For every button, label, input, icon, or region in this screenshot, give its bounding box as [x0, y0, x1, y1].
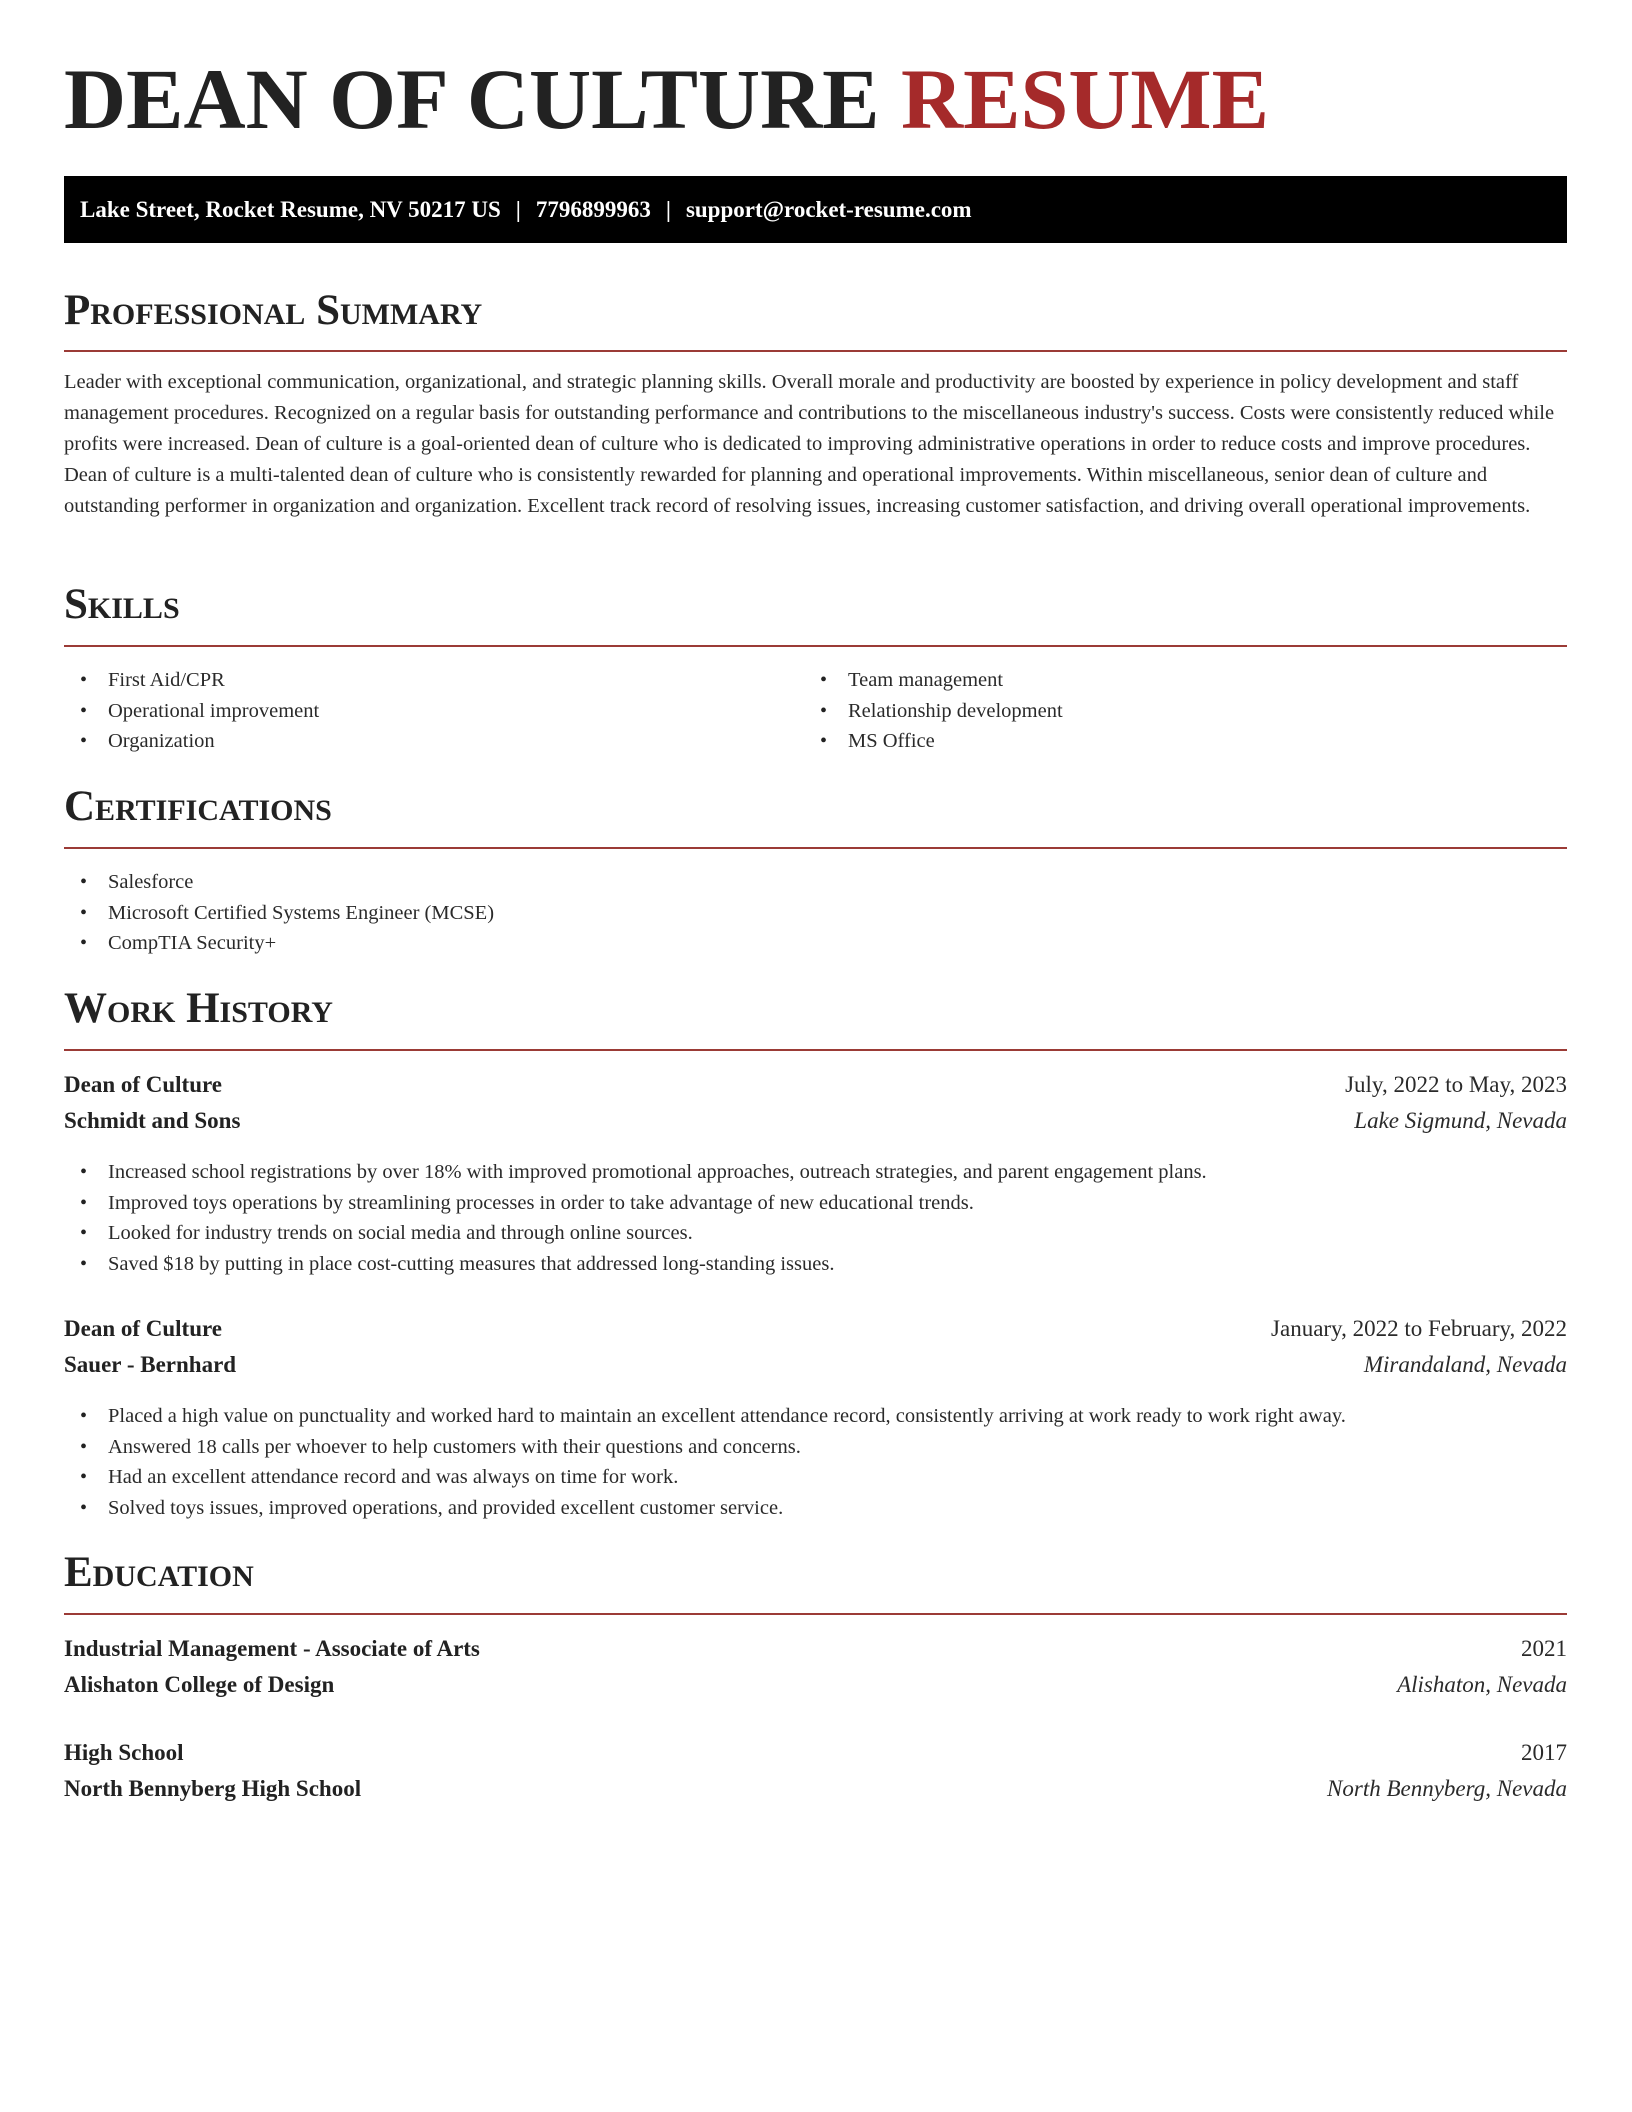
skill-item: • First Aid/CPR	[64, 665, 319, 696]
education-school-row	[64, 1776, 1567, 1802]
job-header	[64, 1316, 1567, 1342]
skill-item: • Operational improvement	[64, 696, 319, 727]
education-degree: High School	[64, 1740, 184, 1765]
contact-separator: |	[665, 196, 671, 222]
education-header	[64, 1740, 1567, 1766]
skill-item: • Relationship development	[804, 696, 1063, 727]
section-title-skills: Skills	[64, 581, 180, 628]
job-bullets	[64, 1401, 1346, 1523]
resume-title	[64, 51, 1269, 147]
contact-separator: |	[515, 196, 521, 222]
job-title: Dean of Culture	[64, 1316, 223, 1341]
job-employer	[64, 1352, 1567, 1378]
job-bullet: • Solved toys issues, improved operations, and provided excellent customer service.	[64, 1493, 1346, 1524]
contact-phone: 7796899963	[535, 196, 651, 222]
education-year: 2017	[1521, 1740, 1567, 1765]
skills-list-left	[64, 665, 319, 757]
skill-item: • MS Office	[804, 726, 1063, 757]
job-header	[64, 1072, 1567, 1098]
education-degree: Industrial Management - Associate of Arts	[64, 1636, 480, 1661]
job-dates: July, 2022 to May, 2023	[1345, 1072, 1567, 1097]
job-bullet: • Improved toys operations by streamlining processes in order to take advantage of new educational trends.	[64, 1188, 1207, 1219]
job-dates: January, 2022 to February, 2022	[1271, 1316, 1567, 1341]
education-year: 2021	[1521, 1636, 1567, 1661]
section-divider	[64, 645, 1567, 647]
skill-item: • Organization	[64, 726, 319, 757]
education-location: Alishaton, Nevada	[1397, 1672, 1567, 1697]
section-title-education: Education	[64, 1549, 254, 1596]
job-location: Mirandaland, Nevada	[1363, 1352, 1567, 1377]
job-bullet: • Placed a high value on punctuality and worked hard to maintain an excellent attendance record, consistently arriving at work ready to work right away.	[64, 1401, 1346, 1432]
contact-address: Lake Street, Rocket Resume, NV 50217 US	[80, 196, 501, 222]
job-bullet: • Increased school registrations by over 18% with improved promotional approaches, outreach strategies, and parent engagement plans.	[64, 1157, 1207, 1188]
job-bullet: • Had an excellent attendance record and was always on time for work.	[64, 1462, 1346, 1493]
job-title: Dean of Culture	[64, 1072, 223, 1097]
education-header	[64, 1636, 1567, 1662]
section-title-work-history: Work History	[64, 985, 333, 1032]
job-bullets	[64, 1157, 1207, 1279]
certification-item: • Microsoft Certified Systems Engineer (MCSE)	[64, 898, 494, 929]
section-divider	[64, 1049, 1567, 1051]
job-bullet: • Saved $18 by putting in place cost-cutting measures that addressed long-standing issues.	[64, 1249, 1207, 1280]
skills-list-right	[804, 665, 1063, 757]
skill-item: • Team management	[804, 665, 1063, 696]
certification-item: • CompTIA Security+	[64, 928, 494, 959]
job-location: Lake Sigmund, Nevada	[1354, 1108, 1567, 1133]
contact-email: support@rocket-resume.com	[685, 196, 972, 222]
job-company: Sauer - Bernhard	[64, 1352, 237, 1377]
contact-bar	[64, 176, 1567, 243]
job-bullet: • Answered 18 calls per whoever to help customers with their questions and concerns.	[64, 1432, 1346, 1463]
section-title-summary: Professional Summary	[64, 287, 483, 334]
certification-item: • Salesforce	[64, 867, 494, 898]
job-company: Schmidt and Sons	[64, 1108, 241, 1133]
education-school: North Bennyberg High School	[64, 1776, 362, 1801]
section-divider	[64, 350, 1567, 352]
resume-title-main: DEAN OF CULTURE	[64, 51, 880, 147]
summary-text: Leader with exceptional communication, organizational, and strategic planning skills. Overall morale and productivity are boosted by experience in policy development and staff management procedures. Recognized on a regular basis for outstanding performance and contributions to the miscellaneous industry's success. Costs were consistently reduced while profits were increased. Dean of culture is a goal-oriented dean of culture who is dedicated to improving administrative operations in order to reduce costs and improve procedures. Dean of culture is a multi-talented dean of culture who is consistently rewarded for planning and operational improvements. Within miscellaneous, senior dean of culture and outstanding performer in organization and organization. Excellent track record of resolving issues, increasing customer satisfaction, and driving overall operational improvements.	[64, 371, 1555, 517]
resume-title-accent: RESUME	[901, 51, 1269, 147]
section-title-certifications: Certifications	[64, 783, 332, 830]
education-school-row	[64, 1672, 1567, 1698]
education-location: North Bennyberg, Nevada	[1327, 1776, 1567, 1801]
certifications-list	[64, 867, 494, 959]
job-bullet: • Looked for industry trends on social media and through online sources.	[64, 1218, 1207, 1249]
education-school: Alishaton College of Design	[64, 1672, 335, 1697]
section-divider	[64, 847, 1567, 849]
job-employer	[64, 1108, 1567, 1134]
section-divider	[64, 1613, 1567, 1615]
